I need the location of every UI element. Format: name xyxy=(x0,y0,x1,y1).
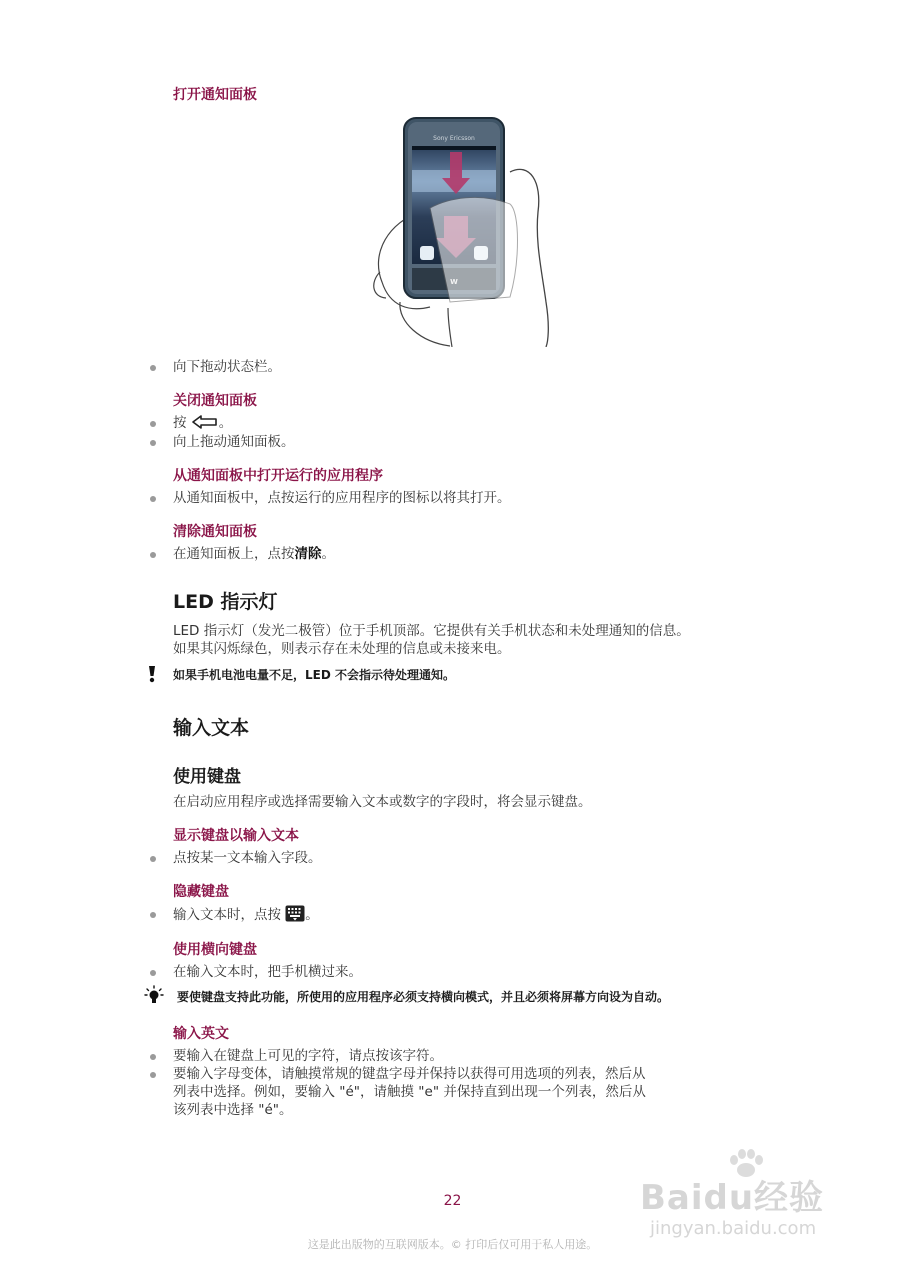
bullet-press-back xyxy=(173,414,232,432)
bullet-hide-keyboard xyxy=(173,905,319,924)
bullet-rotate-phone: 在输入文本时，把手机横过来。 xyxy=(173,964,362,980)
heading-use-keyboard: 使用键盘 xyxy=(173,767,241,787)
bullet-dot xyxy=(150,365,156,371)
heading-input-english: 输入英文 xyxy=(173,1026,229,1042)
bullet-dot xyxy=(150,496,156,502)
keyboard-intro: 在启动应用程序或选择需要输入文本或数字的字段时，将会显示键盘。 xyxy=(173,794,592,810)
clear-label: 清除 xyxy=(294,546,322,562)
keyboard-hide-icon xyxy=(285,905,305,922)
heading-clear-notification-panel: 清除通知面板 xyxy=(173,524,257,540)
phone-illustration xyxy=(360,112,560,347)
watermark-logo-text: Baidu经验 xyxy=(640,1178,825,1218)
bullet-dot xyxy=(150,1054,156,1060)
bullet-tap-clear-suffix: 。 xyxy=(321,546,335,562)
bullet-letter-variant-line3: 该列表中选择 "é"。 xyxy=(173,1102,293,1118)
bullet-tap-running-app: 从通知面板中，点按运行的应用程序的图标以将其打开。 xyxy=(173,490,511,506)
bullet-hide-keyboard-prefix: 输入文本时，点按 xyxy=(173,907,281,923)
page-number: 22 xyxy=(443,1193,462,1209)
bullet-letter-variant-line2: 列表中选择。例如，要输入 "é"，请触摸 "e" 并保持直到出现一个列表，然后从 xyxy=(173,1084,646,1100)
heading-close-notification-panel: 关闭通知面板 xyxy=(173,393,257,409)
bullet-dot xyxy=(150,912,156,918)
bullet-dot xyxy=(150,1072,156,1078)
bullet-letter-variant-line1: 要输入字母变体，请触摸常规的键盘字母并保持以获得可用选项的列表，然后从 xyxy=(173,1066,646,1082)
footer-notice: 这是此出版物的互联网版本。© 打印后仅可用于私人用途。 xyxy=(307,1238,598,1251)
exclamation-icon xyxy=(147,665,157,683)
bullet-drag-status-bar: 向下拖动状态栏。 xyxy=(173,359,281,375)
bullet-press-back-prefix: 按 xyxy=(173,415,187,431)
phone-brand-label: Sony Ericsson xyxy=(433,135,475,142)
heading-open-notification-panel: 打开通知面板 xyxy=(173,87,257,103)
heading-led-indicator: LED 指示灯 xyxy=(173,591,278,613)
back-icon xyxy=(192,415,218,429)
heading-landscape-keyboard: 使用横向键盘 xyxy=(173,942,257,958)
bullet-dot xyxy=(150,552,156,558)
bullet-hide-keyboard-suffix: 。 xyxy=(305,907,319,923)
led-paragraph-line1: LED 指示灯（发光二极管）位于手机顶部。它提供有关手机状态和未处理通知的信息。 xyxy=(173,623,690,639)
bullet-drag-panel-up: 向上拖动通知面板。 xyxy=(173,434,295,450)
led-note: 如果手机电池电量不足，LED 不会指示待处理通知。 xyxy=(173,668,455,682)
bullet-tap-character: 要输入在键盘上可见的字符，请点按该字符。 xyxy=(173,1048,443,1064)
baidu-watermark xyxy=(640,1148,850,1248)
watermark-url: jingyan.baidu.com xyxy=(650,1218,817,1239)
bullet-tap-text-field: 点按某一文本输入字段。 xyxy=(173,850,322,866)
bullet-dot xyxy=(150,440,156,446)
heading-show-keyboard: 显示键盘以输入文本 xyxy=(173,828,299,844)
bullet-dot xyxy=(150,970,156,976)
bullet-dot xyxy=(150,856,156,862)
bullet-dot xyxy=(150,421,156,427)
heading-open-running-app: 从通知面板中打开运行的应用程序 xyxy=(173,468,383,484)
lightbulb-icon xyxy=(144,985,164,1005)
bullet-tap-clear-prefix: 在通知面板上，点按 xyxy=(173,546,295,562)
heading-hide-keyboard: 隐藏键盘 xyxy=(173,884,229,900)
led-paragraph-line2: 如果其闪烁绿色，则表示存在未处理的信息或未接来电。 xyxy=(173,641,511,657)
landscape-tip: 要使键盘支持此功能，所使用的应用程序必须支持横向模式，并且必须将屏幕方向设为自动。 xyxy=(177,990,670,1004)
heading-input-text: 输入文本 xyxy=(173,717,250,739)
bullet-tap-clear xyxy=(173,545,335,563)
bullet-press-back-suffix: 。 xyxy=(218,415,233,431)
